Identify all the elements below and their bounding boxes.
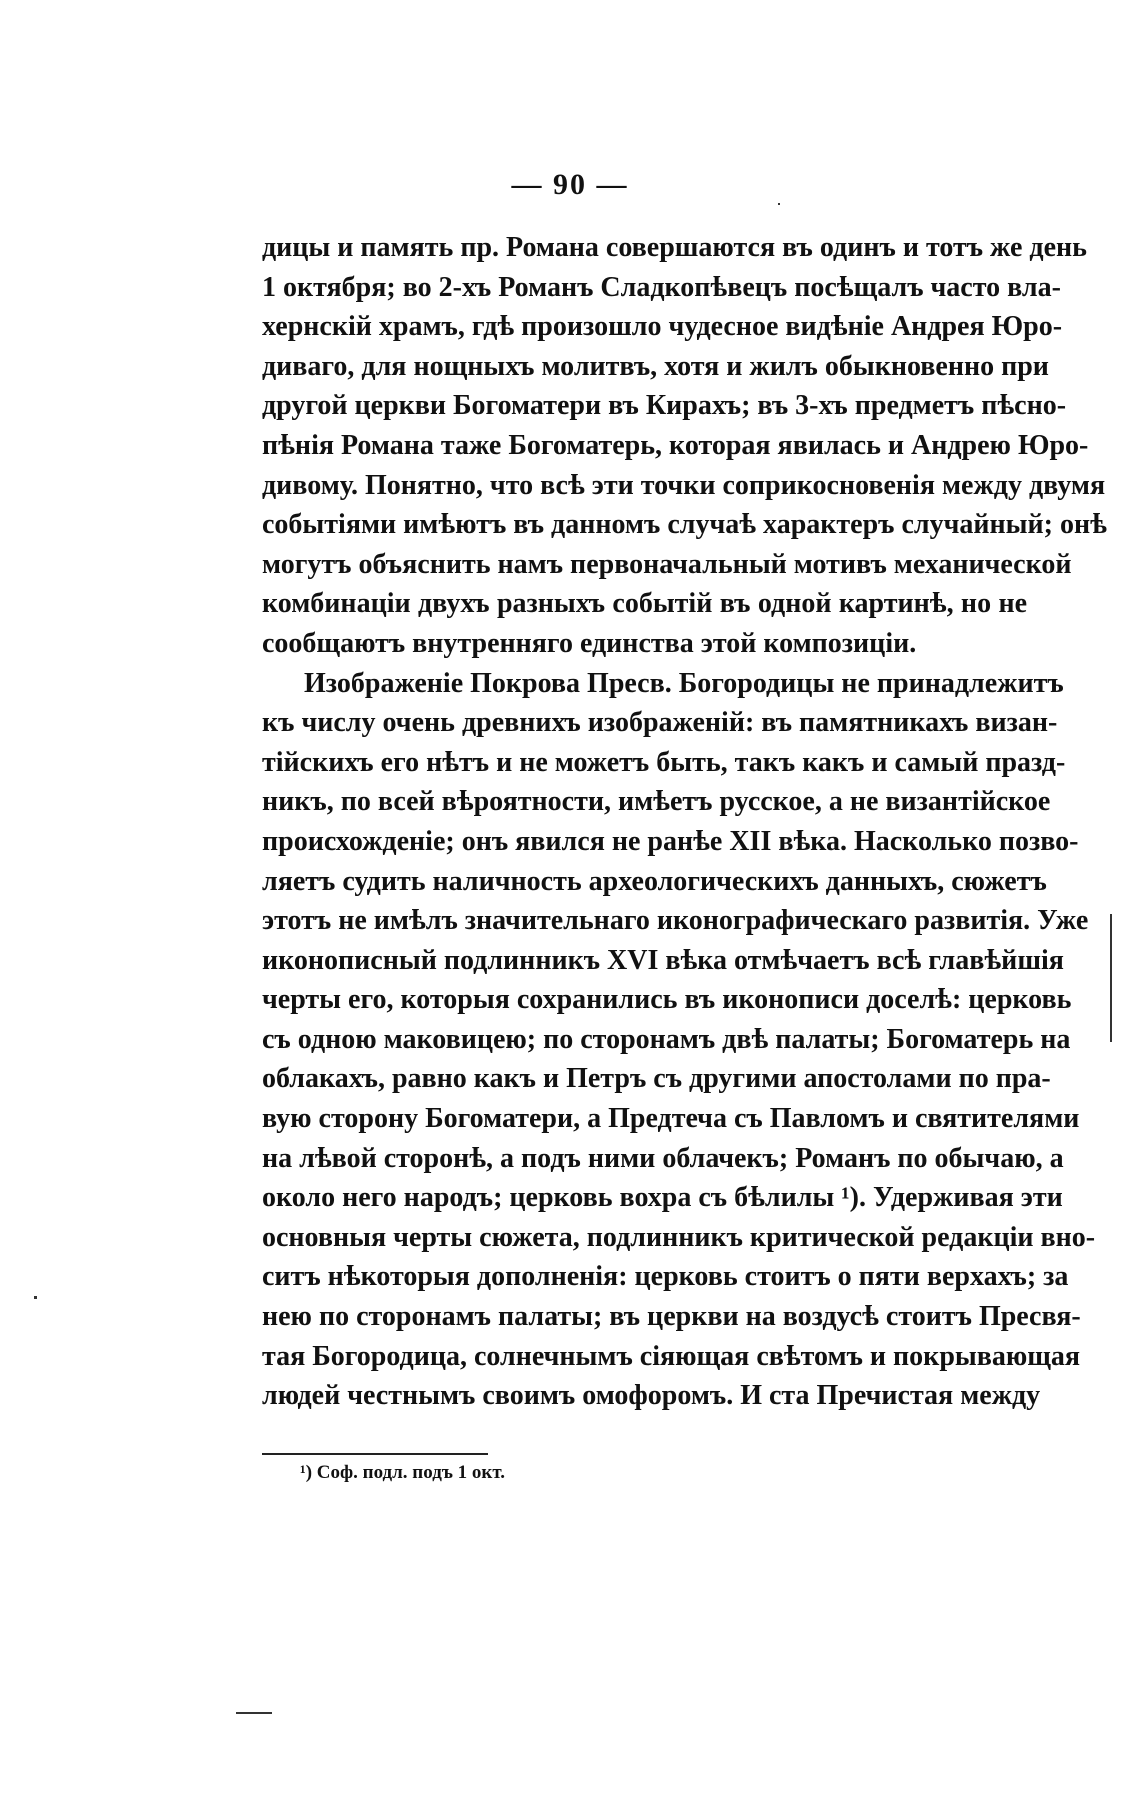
- text-line: облакахъ, равно какъ и Петръ съ другими апостолами по пра-: [262, 1063, 1051, 1095]
- text-line: около него народъ; церковь вохра съ бѣлилы ¹). Удерживая эти: [262, 1182, 1063, 1214]
- text-line: этотъ не имѣлъ значительнаго иконографическаго развитія. Уже: [262, 905, 1089, 937]
- text-line: могутъ объяснить намъ первоначальный мотивъ механической: [262, 548, 1072, 580]
- text-line: никъ, по всей вѣроятности, имѣетъ русское, а не византійское: [262, 786, 1051, 818]
- text-line: пѣнія Романа таже Богоматерь, которая явилась и Андрею Юро-: [262, 429, 1089, 461]
- body-text: [262, 228, 1107, 1416]
- text-line: другой церкви Богоматери въ Кирахъ; въ 3-хъ предметъ пѣсно-: [262, 390, 1067, 422]
- text-line: 1 октября; во 2-хъ Романъ Сладкопѣвецъ посѣщалъ часто вла-: [262, 271, 1061, 303]
- scan-speck: [34, 1296, 37, 1299]
- text-line: основныя черты сюжета, подлинникъ критической редакціи вно-: [262, 1221, 1096, 1253]
- text-line: къ числу очень древнихъ изображеній: въ памятникахъ визан-: [262, 707, 1058, 739]
- text-line: дивому. Понятно, что всѣ эти точки соприкосновенія между двумя: [262, 469, 1106, 501]
- text-line: диваго, для нощныхъ молитвъ, хотя и жилъ обыкновенно при: [262, 350, 1049, 382]
- text-line: дицы и память пр. Романа совершаются въ одинъ и тотъ же день: [262, 232, 1087, 263]
- scan-dash-mark: [236, 1712, 272, 1714]
- text-line: Изображеніе Покрова Пресв. Богородицы не принадлежитъ: [304, 667, 1064, 699]
- text-line: тійскихъ его нѣтъ и не можетъ быть, такъ какъ и самый празд-: [262, 746, 1066, 778]
- text-line: комбинаціи двухъ разныхъ событій въ одной картинѣ, но не: [262, 588, 1027, 620]
- text-line: ситъ нѣкоторыя дополненія: церковь стоитъ о пяти верхахъ; за: [262, 1261, 1069, 1293]
- text-line: съ одною маковицею; по сторонамъ двѣ палаты; Богоматерь на: [262, 1023, 1071, 1055]
- text-line: людей честнымъ своимъ омофоромъ. И ста Пречистая между: [262, 1380, 1041, 1412]
- text-line: хернскій храмъ, гдѣ произошло чудесное видѣніе Андрея Юро-: [262, 311, 1063, 343]
- text-line: на лѣвой сторонѣ, а подъ ними облачекъ; Романъ по обычаю, а: [262, 1142, 1064, 1174]
- text-line: ляетъ судить наличность археологическихъ данныхъ, сюжетъ: [262, 865, 1047, 897]
- text-line: нею по сторонамъ палаты; въ церкви на воздусѣ стоитъ Пресвя-: [262, 1301, 1081, 1333]
- scan-edge-mark: [1110, 914, 1112, 1042]
- text-line: происхожденіе; онъ явился не ранѣе XII вѣка. Насколько позво-: [262, 825, 1079, 857]
- text-line: событіями имѣютъ въ данномъ случаѣ характеръ случайный; онѣ: [262, 509, 1107, 541]
- page-number: — 90 —: [511, 168, 629, 201]
- text-line: вую сторону Богоматери, а Предтеча съ Павломъ и святителями: [262, 1103, 1080, 1135]
- footnote: ¹) Соф. подл. подъ 1 окт.: [300, 1462, 506, 1483]
- text-line: иконописный подлинникъ XVI вѣка отмѣчаетъ всѣ главѣйшія: [262, 944, 1064, 976]
- text-line: черты его, которыя сохранились въ иконописи доселѣ: церковь: [262, 984, 1072, 1016]
- text-line: тая Богородица, солнечнымъ сіяющая свѣтомъ и покрывающая: [262, 1340, 1081, 1372]
- scan-speck: [778, 203, 780, 205]
- footnote-divider: [262, 1453, 488, 1455]
- text-line: сообщаютъ внутренняго единства этой композиціи.: [262, 627, 917, 659]
